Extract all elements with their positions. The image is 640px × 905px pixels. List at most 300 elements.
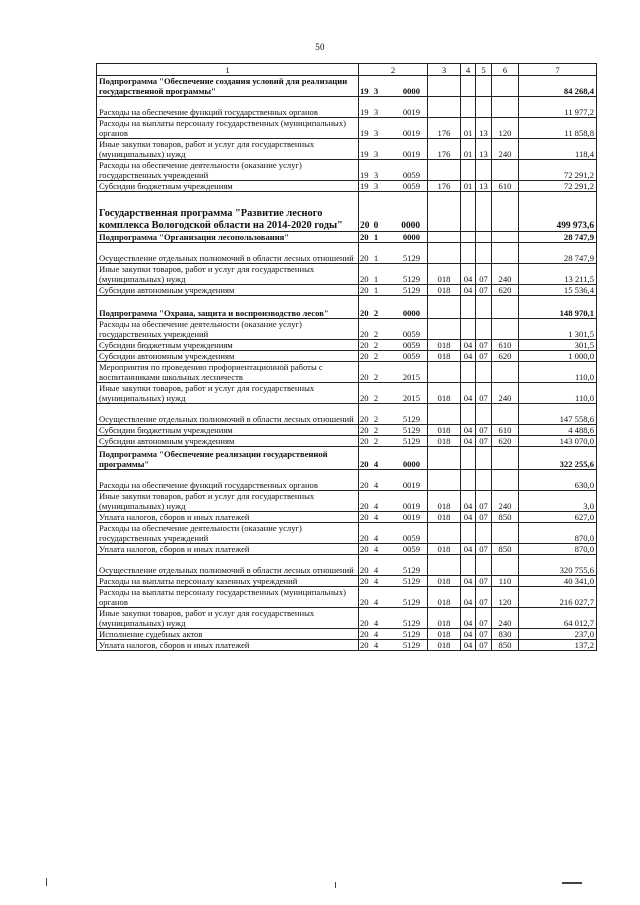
code-parts bbox=[360, 128, 426, 138]
row-amount: 110,0 bbox=[519, 383, 597, 404]
row-col-3 bbox=[428, 470, 461, 491]
row-col-6 bbox=[492, 470, 519, 491]
code-program: 20 bbox=[360, 597, 369, 607]
table-row bbox=[97, 160, 597, 181]
row-name: Субсидии автономным учреждениям bbox=[97, 436, 359, 447]
row-col-3 bbox=[428, 97, 461, 118]
row-col-4 bbox=[461, 97, 476, 118]
row-name: Государственная программа "Развитие лесного комплекса Вологодской области на 2014-2020 годы" bbox=[97, 192, 359, 232]
row-name: Подпрограмма "Организация лесопользования" bbox=[97, 232, 359, 243]
row-code bbox=[359, 362, 428, 383]
row-col-6: 850 bbox=[492, 544, 519, 555]
row-col-5: 07 bbox=[476, 285, 492, 296]
row-code bbox=[359, 160, 428, 181]
row-col-6 bbox=[492, 97, 519, 118]
code-program: 19 bbox=[360, 181, 369, 191]
code-program: 20 bbox=[360, 512, 369, 522]
code-program: 20 bbox=[360, 501, 369, 511]
row-col-6: 240 bbox=[492, 139, 519, 160]
code-direction: 0059 bbox=[402, 351, 420, 361]
table-row bbox=[97, 340, 597, 351]
code-direction: 0000 bbox=[402, 308, 420, 318]
row-col-6: 110 bbox=[492, 576, 519, 587]
row-amount: 72 291,2 bbox=[519, 160, 597, 181]
code-program: 20 bbox=[360, 459, 369, 469]
row-col-5: 07 bbox=[476, 629, 492, 640]
table-row bbox=[97, 362, 597, 383]
code-subprogram: 4 bbox=[373, 501, 379, 511]
table-row bbox=[97, 587, 597, 608]
column-header: 6 bbox=[492, 64, 519, 76]
row-col-4 bbox=[461, 362, 476, 383]
row-col-3 bbox=[428, 447, 461, 470]
code-program: 19 bbox=[360, 107, 369, 117]
code-subprogram: 4 bbox=[373, 618, 379, 628]
row-amount: 110,0 bbox=[519, 362, 597, 383]
code-program: 20 bbox=[360, 221, 370, 231]
code-direction: 5129 bbox=[402, 274, 420, 284]
row-code bbox=[359, 351, 428, 362]
row-col-5: 07 bbox=[476, 436, 492, 447]
row-col-3: 176 bbox=[428, 139, 461, 160]
row-col-6 bbox=[492, 555, 519, 576]
table-row bbox=[97, 351, 597, 362]
table-row bbox=[97, 640, 597, 651]
code-direction: 5129 bbox=[402, 253, 420, 263]
row-name: Расходы на обеспечение функций государственных органов bbox=[97, 97, 359, 118]
table-row bbox=[97, 243, 597, 264]
row-col-4 bbox=[461, 296, 476, 319]
column-header: 4 bbox=[461, 64, 476, 76]
row-col-3 bbox=[428, 362, 461, 383]
code-subprogram: 4 bbox=[373, 544, 379, 554]
row-col-5: 07 bbox=[476, 544, 492, 555]
row-col-5: 13 bbox=[476, 181, 492, 192]
code-parts bbox=[360, 459, 426, 469]
row-col-3: 018 bbox=[428, 425, 461, 436]
row-amount: 3,0 bbox=[519, 491, 597, 512]
code-direction: 5129 bbox=[402, 629, 420, 639]
code-subprogram: 0 bbox=[373, 221, 379, 231]
code-program: 20 bbox=[360, 274, 369, 284]
code-program: 19 bbox=[360, 86, 369, 96]
code-direction: 0059 bbox=[402, 181, 420, 191]
row-col-3: 018 bbox=[428, 544, 461, 555]
page-number: 50 bbox=[315, 42, 325, 52]
table-row bbox=[97, 383, 597, 404]
code-program: 20 bbox=[360, 232, 369, 242]
row-col-3 bbox=[428, 76, 461, 97]
row-col-3 bbox=[428, 192, 461, 232]
row-amount: 322 255,6 bbox=[519, 447, 597, 470]
code-parts bbox=[360, 414, 426, 424]
row-code bbox=[359, 243, 428, 264]
row-amount: 40 341,0 bbox=[519, 576, 597, 587]
row-col-3 bbox=[428, 243, 461, 264]
row-amount: 15 536,4 bbox=[519, 285, 597, 296]
code-parts bbox=[360, 221, 426, 231]
column-header: 7 bbox=[519, 64, 597, 76]
row-col-6 bbox=[492, 523, 519, 544]
row-name: Уплата налогов, сборов и иных платежей bbox=[97, 544, 359, 555]
row-col-3 bbox=[428, 555, 461, 576]
code-program: 20 bbox=[360, 425, 369, 435]
code-subprogram: 2 bbox=[373, 425, 379, 435]
row-col-4 bbox=[461, 76, 476, 97]
code-parts bbox=[360, 181, 426, 191]
row-col-4: 04 bbox=[461, 425, 476, 436]
code-direction: 0059 bbox=[402, 329, 420, 339]
code-parts bbox=[360, 329, 426, 339]
row-col-4: 04 bbox=[461, 544, 476, 555]
code-direction: 0019 bbox=[402, 480, 420, 490]
row-col-6: 850 bbox=[492, 640, 519, 651]
row-col-3 bbox=[428, 296, 461, 319]
code-direction: 0000 bbox=[402, 86, 420, 96]
code-parts bbox=[360, 425, 426, 435]
table-row bbox=[97, 192, 597, 232]
code-parts bbox=[360, 308, 426, 318]
row-code bbox=[359, 181, 428, 192]
row-code bbox=[359, 512, 428, 523]
code-subprogram: 2 bbox=[373, 393, 379, 403]
code-parts bbox=[360, 232, 426, 242]
code-program: 20 bbox=[360, 480, 369, 490]
row-code bbox=[359, 340, 428, 351]
row-col-4: 04 bbox=[461, 587, 476, 608]
row-name: Расходы на обеспечение деятельности (оказание услуг) государственных учреждений bbox=[97, 160, 359, 181]
row-name: Подпрограмма "Обеспечение создания условий для реализации государственной программы" bbox=[97, 76, 359, 97]
row-name: Осуществление отдельных полномочий в области лесных отношений bbox=[97, 243, 359, 264]
row-col-6 bbox=[492, 76, 519, 97]
code-program: 20 bbox=[360, 393, 369, 403]
row-code bbox=[359, 404, 428, 425]
table-row bbox=[97, 491, 597, 512]
row-col-3: 018 bbox=[428, 383, 461, 404]
code-program: 20 bbox=[360, 285, 369, 295]
row-name: Иные закупки товаров, работ и услуг для государственных (муниципальных) нужд bbox=[97, 491, 359, 512]
row-col-5: 07 bbox=[476, 640, 492, 651]
code-parts bbox=[360, 512, 426, 522]
row-col-5 bbox=[476, 243, 492, 264]
row-col-3: 018 bbox=[428, 608, 461, 629]
code-subprogram: 2 bbox=[373, 329, 379, 339]
row-col-3: 018 bbox=[428, 436, 461, 447]
row-col-6: 120 bbox=[492, 118, 519, 139]
code-program: 20 bbox=[360, 414, 369, 424]
code-parts bbox=[360, 351, 426, 361]
row-col-4: 04 bbox=[461, 383, 476, 404]
code-subprogram: 4 bbox=[373, 640, 379, 650]
row-col-5: 07 bbox=[476, 351, 492, 362]
budget-table bbox=[96, 63, 597, 651]
row-name: Уплата налогов, сборов и иных платежей bbox=[97, 640, 359, 651]
code-subprogram: 2 bbox=[373, 436, 379, 446]
code-program: 20 bbox=[360, 544, 369, 554]
row-col-4 bbox=[461, 232, 476, 243]
code-direction: 5129 bbox=[402, 436, 420, 446]
row-amount: 143 070,0 bbox=[519, 436, 597, 447]
row-name: Субсидии автономным учреждениям bbox=[97, 351, 359, 362]
row-code bbox=[359, 425, 428, 436]
code-parts bbox=[360, 86, 426, 96]
row-col-5 bbox=[476, 319, 492, 340]
row-col-5: 07 bbox=[476, 512, 492, 523]
row-col-4: 04 bbox=[461, 576, 476, 587]
code-subprogram: 4 bbox=[373, 459, 379, 469]
row-code bbox=[359, 383, 428, 404]
row-name: Расходы на выплаты персоналу государственных (муниципальных) органов bbox=[97, 118, 359, 139]
row-col-6: 610 bbox=[492, 181, 519, 192]
code-parts bbox=[360, 285, 426, 295]
row-name: Субсидии автономным учреждениям bbox=[97, 285, 359, 296]
row-code bbox=[359, 576, 428, 587]
row-amount: 216 027,7 bbox=[519, 587, 597, 608]
row-amount: 237,0 bbox=[519, 629, 597, 640]
row-col-5 bbox=[476, 447, 492, 470]
row-col-5: 07 bbox=[476, 491, 492, 512]
row-name: Подпрограмма "Обеспечение реализации государственной программы" bbox=[97, 447, 359, 470]
code-parts bbox=[360, 436, 426, 446]
table-row bbox=[97, 470, 597, 491]
row-col-6 bbox=[492, 319, 519, 340]
code-direction: 5129 bbox=[402, 640, 420, 650]
row-col-5: 07 bbox=[476, 383, 492, 404]
row-col-5: 07 bbox=[476, 264, 492, 285]
row-code bbox=[359, 629, 428, 640]
code-subprogram: 2 bbox=[373, 340, 379, 350]
row-col-5: 07 bbox=[476, 608, 492, 629]
row-col-4 bbox=[461, 404, 476, 425]
row-col-6 bbox=[492, 192, 519, 232]
row-col-4 bbox=[461, 555, 476, 576]
row-col-3: 018 bbox=[428, 285, 461, 296]
row-col-5: 13 bbox=[476, 118, 492, 139]
row-name: Иные закупки товаров, работ и услуг для государственных (муниципальных) нужд bbox=[97, 139, 359, 160]
row-amount: 870,0 bbox=[519, 523, 597, 544]
row-col-6: 240 bbox=[492, 264, 519, 285]
column-header: 1 bbox=[97, 64, 359, 76]
row-code bbox=[359, 232, 428, 243]
row-col-4: 04 bbox=[461, 264, 476, 285]
code-parts bbox=[360, 107, 426, 117]
row-col-5 bbox=[476, 97, 492, 118]
code-parts bbox=[360, 170, 426, 180]
code-program: 20 bbox=[360, 576, 369, 586]
code-parts bbox=[360, 640, 426, 650]
row-col-6 bbox=[492, 404, 519, 425]
row-name: Подпрограмма "Охрана, защита и воспроизводство лесов" bbox=[97, 296, 359, 319]
code-program: 20 bbox=[360, 351, 369, 361]
code-direction: 5129 bbox=[402, 285, 420, 295]
row-col-4 bbox=[461, 523, 476, 544]
table-row bbox=[97, 425, 597, 436]
scan-artifact bbox=[562, 882, 582, 884]
code-subprogram: 2 bbox=[373, 308, 379, 318]
code-direction: 5129 bbox=[402, 576, 420, 586]
code-program: 20 bbox=[360, 372, 369, 382]
code-direction: 5129 bbox=[402, 425, 420, 435]
row-col-3 bbox=[428, 404, 461, 425]
code-direction: 0059 bbox=[402, 170, 420, 180]
code-subprogram: 1 bbox=[373, 232, 379, 242]
row-amount: 11 977,2 bbox=[519, 97, 597, 118]
table-row bbox=[97, 181, 597, 192]
code-subprogram: 4 bbox=[373, 629, 379, 639]
code-parts bbox=[360, 393, 426, 403]
row-code bbox=[359, 264, 428, 285]
table-row bbox=[97, 264, 597, 285]
table-row bbox=[97, 512, 597, 523]
row-amount: 28 747,9 bbox=[519, 243, 597, 264]
table-row bbox=[97, 576, 597, 587]
table-row bbox=[97, 232, 597, 243]
row-amount: 499 973,6 bbox=[519, 192, 597, 232]
code-parts bbox=[360, 576, 426, 586]
code-program: 20 bbox=[360, 436, 369, 446]
code-parts bbox=[360, 597, 426, 607]
row-name: Мероприятия по проведению профориентационной работы с воспитанниками школьных лесничеств bbox=[97, 362, 359, 383]
scan-artifact bbox=[46, 878, 47, 886]
code-subprogram: 3 bbox=[373, 107, 379, 117]
table-row bbox=[97, 118, 597, 139]
table-row bbox=[97, 447, 597, 470]
row-amount: 84 268,4 bbox=[519, 76, 597, 97]
row-col-5 bbox=[476, 192, 492, 232]
row-name: Субсидии бюджетным учреждениям bbox=[97, 425, 359, 436]
row-name: Расходы на выплаты персоналу государственных (муниципальных) органов bbox=[97, 587, 359, 608]
code-parts bbox=[360, 618, 426, 628]
code-subprogram: 3 bbox=[373, 149, 379, 159]
code-direction: 0059 bbox=[402, 340, 420, 350]
row-col-6: 850 bbox=[492, 512, 519, 523]
code-direction: 0019 bbox=[402, 512, 420, 522]
row-amount: 4 488,6 bbox=[519, 425, 597, 436]
table-row bbox=[97, 139, 597, 160]
row-col-5: 07 bbox=[476, 340, 492, 351]
row-amount: 64 012,7 bbox=[519, 608, 597, 629]
code-subprogram: 1 bbox=[373, 274, 379, 284]
code-parts bbox=[360, 629, 426, 639]
code-subprogram: 3 bbox=[373, 170, 379, 180]
row-col-4: 04 bbox=[461, 640, 476, 651]
row-col-5: 07 bbox=[476, 587, 492, 608]
row-col-5: 07 bbox=[476, 576, 492, 587]
table-row bbox=[97, 608, 597, 629]
code-program: 20 bbox=[360, 308, 369, 318]
code-parts bbox=[360, 565, 426, 575]
table-row bbox=[97, 76, 597, 97]
row-col-3: 018 bbox=[428, 340, 461, 351]
row-col-3: 018 bbox=[428, 351, 461, 362]
row-code bbox=[359, 544, 428, 555]
code-direction: 0000 bbox=[402, 232, 420, 242]
row-col-4 bbox=[461, 447, 476, 470]
code-subprogram: 4 bbox=[373, 480, 379, 490]
table-row bbox=[97, 544, 597, 555]
row-col-5 bbox=[476, 76, 492, 97]
row-amount: 147 558,6 bbox=[519, 404, 597, 425]
code-direction: 5129 bbox=[402, 597, 420, 607]
code-parts bbox=[360, 253, 426, 263]
row-col-6: 620 bbox=[492, 285, 519, 296]
code-subprogram: 4 bbox=[373, 565, 379, 575]
row-col-3: 018 bbox=[428, 640, 461, 651]
row-code bbox=[359, 587, 428, 608]
column-header: 2 bbox=[359, 64, 428, 76]
row-col-4: 04 bbox=[461, 608, 476, 629]
code-subprogram: 3 bbox=[373, 181, 379, 191]
row-name: Иные закупки товаров, работ и услуг для государственных (муниципальных) нужд bbox=[97, 383, 359, 404]
scan-artifact bbox=[335, 882, 336, 888]
table-row bbox=[97, 285, 597, 296]
row-col-3 bbox=[428, 232, 461, 243]
row-col-4: 01 bbox=[461, 139, 476, 160]
table-header-row bbox=[97, 64, 597, 76]
row-col-5: 13 bbox=[476, 139, 492, 160]
row-col-6: 240 bbox=[492, 491, 519, 512]
table-row bbox=[97, 319, 597, 340]
code-direction: 5129 bbox=[402, 414, 420, 424]
row-code bbox=[359, 296, 428, 319]
row-amount: 320 755,6 bbox=[519, 555, 597, 576]
code-parts bbox=[360, 149, 426, 159]
row-amount: 1 000,0 bbox=[519, 351, 597, 362]
row-col-3: 018 bbox=[428, 512, 461, 523]
code-subprogram: 4 bbox=[373, 576, 379, 586]
row-col-6 bbox=[492, 447, 519, 470]
row-name: Осуществление отдельных полномочий в области лесных отношений bbox=[97, 555, 359, 576]
code-program: 20 bbox=[360, 253, 369, 263]
code-subprogram: 1 bbox=[373, 285, 379, 295]
code-program: 19 bbox=[360, 128, 369, 138]
code-program: 19 bbox=[360, 149, 369, 159]
row-col-5 bbox=[476, 470, 492, 491]
row-code bbox=[359, 555, 428, 576]
row-name: Иные закупки товаров, работ и услуг для государственных (муниципальных) нужд bbox=[97, 264, 359, 285]
row-col-3 bbox=[428, 160, 461, 181]
row-col-5 bbox=[476, 296, 492, 319]
row-amount: 137,2 bbox=[519, 640, 597, 651]
row-col-6: 620 bbox=[492, 436, 519, 447]
code-subprogram: 1 bbox=[373, 253, 379, 263]
code-subprogram: 2 bbox=[373, 351, 379, 361]
row-amount: 72 291,2 bbox=[519, 181, 597, 192]
row-col-3 bbox=[428, 523, 461, 544]
code-direction: 0000 bbox=[402, 459, 420, 469]
row-col-5 bbox=[476, 362, 492, 383]
row-col-4: 01 bbox=[461, 118, 476, 139]
row-col-6: 610 bbox=[492, 425, 519, 436]
code-subprogram: 2 bbox=[373, 414, 379, 424]
row-amount: 870,0 bbox=[519, 544, 597, 555]
row-col-6: 610 bbox=[492, 340, 519, 351]
table-row bbox=[97, 555, 597, 576]
code-program: 20 bbox=[360, 329, 369, 339]
code-subprogram: 4 bbox=[373, 597, 379, 607]
row-code bbox=[359, 447, 428, 470]
row-col-5 bbox=[476, 160, 492, 181]
row-amount: 301,5 bbox=[519, 340, 597, 351]
code-direction: 0019 bbox=[402, 149, 420, 159]
row-name: Расходы на выплаты персоналу казенных учреждений bbox=[97, 576, 359, 587]
table-row bbox=[97, 296, 597, 319]
row-amount: 630,0 bbox=[519, 470, 597, 491]
row-code bbox=[359, 97, 428, 118]
code-program: 19 bbox=[360, 170, 369, 180]
row-col-6: 620 bbox=[492, 351, 519, 362]
row-col-6 bbox=[492, 362, 519, 383]
